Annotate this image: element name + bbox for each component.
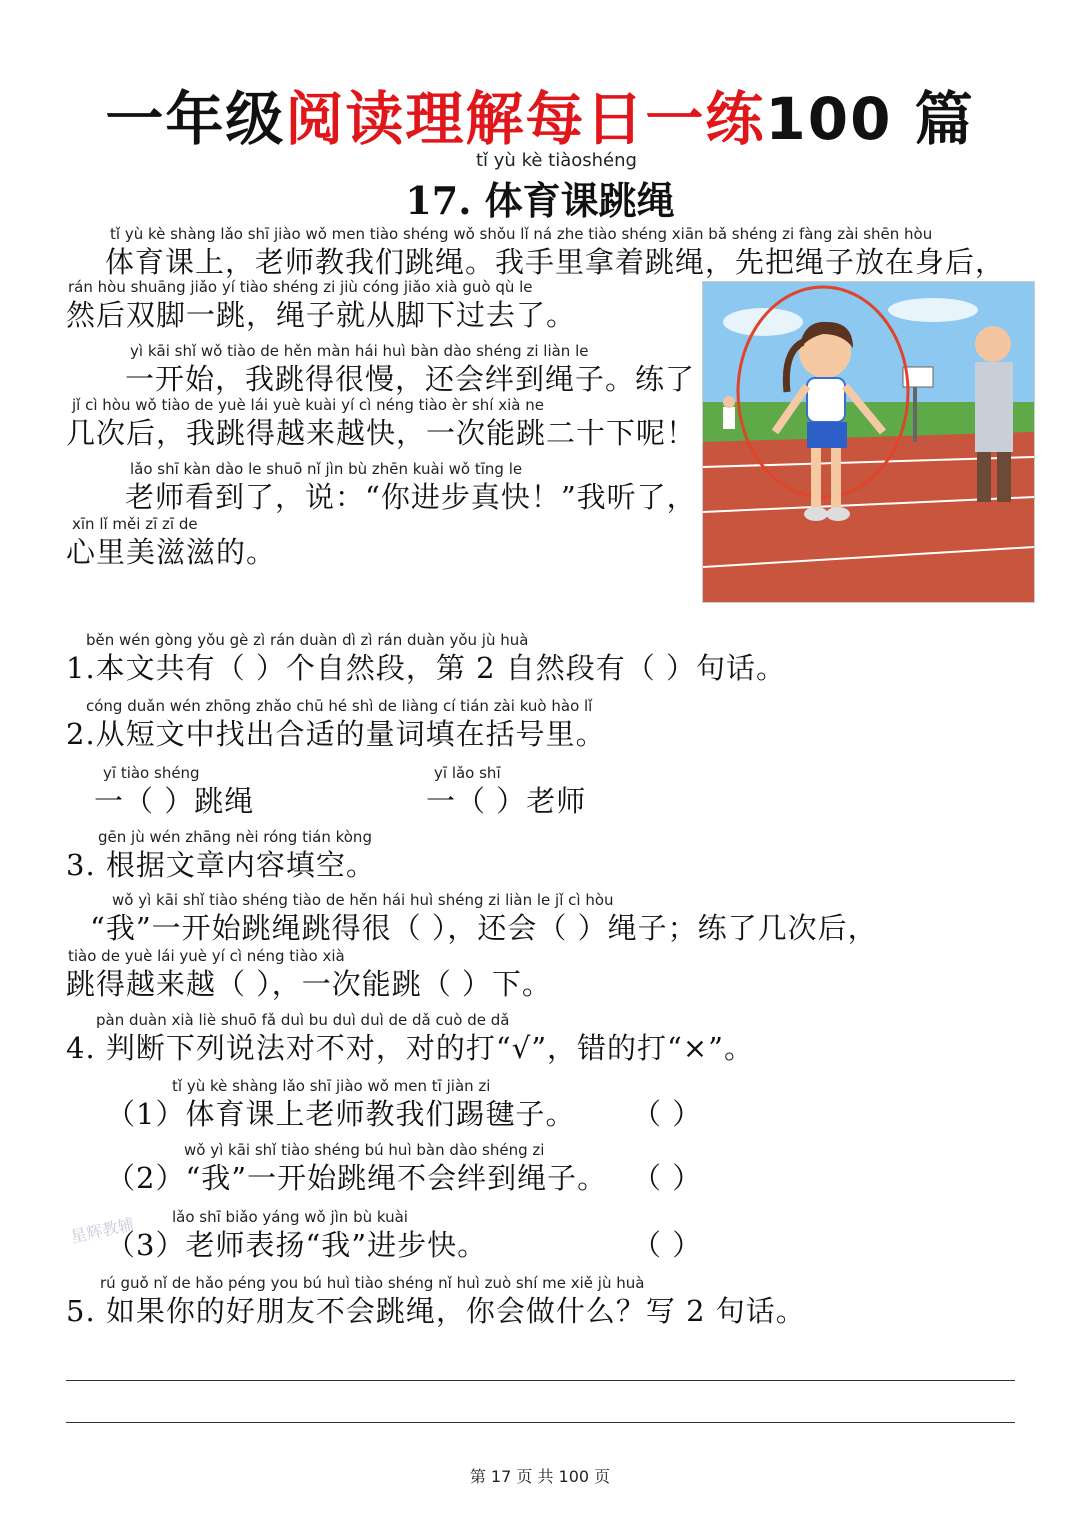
pinyin-line: wǒ yì kāi shǐ tiào shéng tiào de hěn hái huì shéng zi liàn le jǐ cì hòu — [112, 891, 614, 909]
passage-line: 几次后，我跳得越来越快，一次能跳二十下呢！ — [66, 416, 697, 450]
pinyin-line: tiào de yuè lái yuè yí cì néng tiào xià — [68, 947, 345, 965]
answer-line[interactable] — [66, 1380, 1015, 1381]
lesson-title-pinyin: tǐ yù kè tiàoshéng — [476, 150, 637, 171]
lesson-title: 17. 体育课跳绳 — [405, 178, 675, 223]
answer-paren[interactable]: （ ） — [632, 1161, 703, 1195]
pinyin-line: rú guǒ nǐ de hǎo péng you bú huì tiào shéng nǐ huì zuò shí me xiě jù huà — [100, 1274, 645, 1292]
answer-paren[interactable]: （ ） — [632, 1228, 703, 1262]
question-3: 3. 根据文章内容填空。 — [66, 848, 376, 882]
question-3-line: 跳得越来越（ ），一次能跳（ ）下。 — [66, 967, 552, 1001]
pinyin-line: běn wén gòng yǒu gè zì rán duàn dì zì rán duàn yǒu jù huà — [86, 631, 529, 649]
pinyin-line: lǎo shī biǎo yáng wǒ jìn bù kuài — [172, 1208, 408, 1226]
question-4: 4. 判断下列说法对不对，对的打“√”，错的打“×”。 — [66, 1031, 754, 1065]
question-2: 2.从短文中找出合适的量词填在括号里。 — [66, 717, 606, 751]
question-4-item: （1）体育课上老师教我们踢毽子。 — [106, 1097, 576, 1131]
question-4-item: （3）老师表扬“我”进步快。 — [106, 1228, 488, 1262]
pinyin-line: tǐ yù kè shàng lǎo shī jiào wǒ men tiào shéng wǒ shǒu lǐ ná zhe tiào shéng xiān bǎ shéng zi fàng zài shēn hòu — [110, 225, 933, 243]
pinyin-line: gēn jù wén zhāng nèi róng tián kòng — [98, 828, 372, 846]
question-5: 5. 如果你的好朋友不会跳绳，你会做什么？写 2 句话。 — [66, 1294, 806, 1328]
question-3-line: “我”一开始跳绳跳得很（ ），还会（ ）绳子；练了几次后， — [90, 911, 878, 945]
pinyin-line: rán hòu shuāng jiǎo yí tiào shéng zi jiù cóng jiǎo xià guò qù le — [68, 278, 533, 296]
passage-line: 体育课上，老师教我们跳绳。我手里拿着跳绳，先把绳子放在身后， — [105, 245, 1006, 279]
pinyin-line: jǐ cì hòu wǒ tiào de yuè lái yuè kuài yí cì néng tiào èr shí xià ne — [72, 396, 544, 414]
passage-line: 然后双脚一跳，绳子就从脚下过去了。 — [66, 298, 577, 332]
pinyin-line: yī tiào shéng — [103, 764, 200, 782]
passage-line: 一开始，我跳得很慢，还会绊到绳子。练了 — [125, 362, 696, 396]
passage-line: 心里美滋滋的。 — [66, 535, 277, 569]
answer-line[interactable] — [66, 1422, 1015, 1423]
pinyin-line: wǒ yì kāi shǐ tiào shéng bú huì bàn dào shéng zi — [184, 1141, 545, 1159]
question-1: 1.本文共有（ ）个自然段，第 2 自然段有（ ）句话。 — [66, 651, 786, 685]
question-2-item: 一（ ）跳绳 — [94, 784, 255, 818]
page-title: 一年级阅读理解每日一练100 篇 — [105, 85, 975, 153]
watermark: 星辉教辅 — [68, 1214, 136, 1247]
question-4-item: （2）“我”一开始跳绳不会绊到绳子。 — [106, 1161, 608, 1195]
page-number: 第 17 页 共 100 页 — [469, 1467, 611, 1486]
question-2-item: 一（ ）老师 — [426, 784, 587, 818]
pinyin-line: yī lǎo shī — [434, 764, 501, 782]
pinyin-line: yì kāi shǐ wǒ tiào de hěn màn hái huì bàn dào shéng zi liàn le — [130, 342, 589, 360]
pinyin-line: pàn duàn xià liè shuō fǎ duì bu duì duì de dǎ cuò de dǎ — [96, 1011, 510, 1029]
jump-rope-illustration — [702, 281, 1035, 603]
passage-line: 老师看到了，说：“你进步真快！”我听了， — [125, 480, 697, 514]
pinyin-line: tǐ yù kè shàng lǎo shī jiào wǒ men tī jiàn zi — [172, 1077, 491, 1095]
pinyin-line: cóng duǎn wén zhōng zhǎo chū hé shì de liàng cí tián zài kuò hào lǐ — [86, 697, 593, 715]
pinyin-line: lǎo shī kàn dào le shuō nǐ jìn bù zhēn kuài wǒ tīng le — [130, 460, 523, 478]
answer-paren[interactable]: （ ） — [632, 1097, 703, 1131]
pinyin-line: xīn lǐ měi zī zī de — [72, 515, 198, 533]
